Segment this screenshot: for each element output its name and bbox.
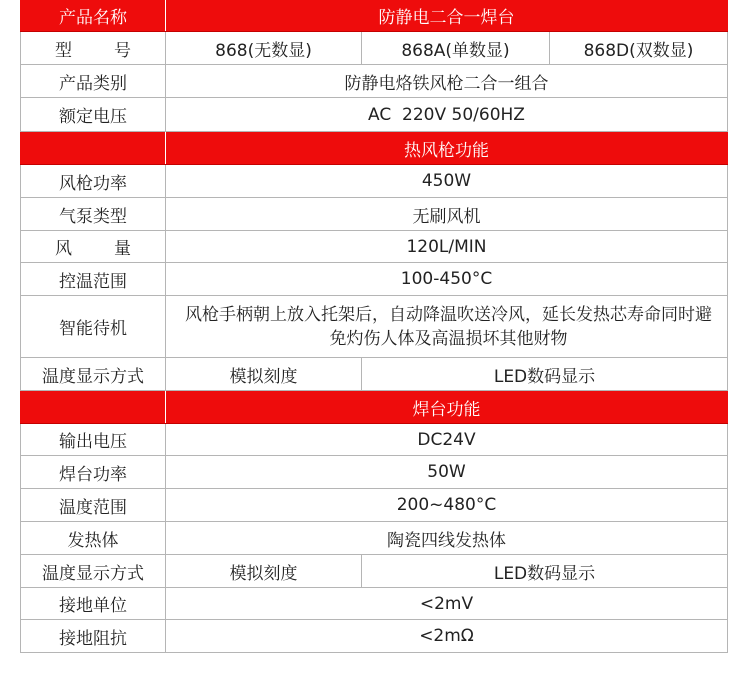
hot-air-display-digital: LED数码显示: [362, 358, 728, 390]
voltage-row: [20, 98, 728, 132]
ground-potential-label: 接地单位: [20, 588, 166, 619]
soldering-temp-range-row: [20, 489, 728, 522]
smart-standby-value: 风枪手柄朝上放入托架后，自动降温吹送冷风，延长发热芯寿命同时避免灼伤人体及高温损坏其他财物: [166, 296, 728, 357]
ground-potential-value: <2mV: [166, 588, 728, 619]
model-label-char-2: 号: [114, 40, 131, 61]
pump-type-label: 气泵类型: [20, 198, 166, 230]
soldering-display-row: [20, 555, 728, 588]
category-label: 产品类别: [20, 65, 166, 97]
hot-air-section-blank: [20, 132, 166, 164]
airflow-row: [20, 231, 728, 263]
model-row: [20, 32, 728, 65]
output-voltage-row: [20, 424, 728, 456]
model-label-text: [55, 36, 131, 61]
hot-air-display-label: 温度显示方式: [20, 358, 166, 390]
soldering-temp-range-value: 200~480°C: [166, 489, 728, 521]
ground-resistance-row: [20, 620, 728, 653]
soldering-section-title: 焊台功能: [166, 391, 728, 423]
hot-air-power-row: [20, 165, 728, 198]
voltage-value: AC 220V 50/60HZ: [166, 98, 728, 131]
model-label-char-1: 型: [55, 40, 72, 61]
category-row: [20, 65, 728, 98]
soldering-section-blank: [20, 391, 166, 423]
smart-standby-row: [20, 296, 728, 358]
product-name-label: 产品名称: [20, 0, 166, 31]
hot-air-temp-range-row: [20, 263, 728, 296]
airflow-label-char-2: 量: [114, 239, 131, 259]
voltage-label: 额定电压: [20, 98, 166, 131]
output-voltage-value: DC24V: [166, 424, 728, 455]
hot-air-display-analog: 模拟刻度: [166, 358, 362, 390]
soldering-section-header: [20, 391, 728, 424]
soldering-display-analog: 模拟刻度: [166, 555, 362, 587]
heater-value: 陶瓷四线发热体: [166, 522, 728, 554]
header-row: [20, 0, 728, 32]
soldering-display-digital: LED数码显示: [362, 555, 728, 587]
soldering-power-value: 50W: [166, 456, 728, 488]
ground-resistance-value: <2mΩ: [166, 620, 728, 652]
smart-standby-label: 智能待机: [20, 296, 166, 357]
airflow-label: [20, 231, 166, 262]
category-value: 防静电烙铁风枪二合一组合: [166, 65, 728, 97]
hot-air-section-header: [20, 132, 728, 165]
output-voltage-label: 输出电压: [20, 424, 166, 455]
model-option-868a: 868A(单数显): [362, 32, 550, 64]
soldering-power-label: 焊台功率: [20, 456, 166, 488]
soldering-power-row: [20, 456, 728, 489]
hot-air-temp-range-value: 100-450°C: [166, 263, 728, 295]
hot-air-power-value: 450W: [166, 165, 728, 197]
model-option-868: 868(无数显): [166, 32, 362, 64]
airflow-value: 120L/MIN: [166, 231, 728, 262]
soldering-temp-range-label: 温度范围: [20, 489, 166, 521]
airflow-label-text: [55, 234, 131, 259]
hot-air-display-row: [20, 358, 728, 391]
soldering-display-label: 温度显示方式: [20, 555, 166, 587]
pump-type-row: [20, 198, 728, 231]
hot-air-power-label: 风枪功率: [20, 165, 166, 197]
heater-label: 发热体: [20, 522, 166, 554]
heater-row: [20, 522, 728, 555]
ground-resistance-label: 接地阻抗: [20, 620, 166, 652]
spec-table: [20, 0, 728, 653]
hot-air-section-title: 热风枪功能: [166, 132, 728, 164]
pump-type-value: 无刷风机: [166, 198, 728, 230]
product-name-value: 防静电二合一焊台: [166, 0, 728, 31]
airflow-label-char-1: 风: [55, 239, 72, 259]
model-label: [20, 32, 166, 64]
ground-potential-row: [20, 588, 728, 620]
hot-air-temp-range-label: 控温范围: [20, 263, 166, 295]
model-option-868d: 868D(双数显): [550, 32, 728, 64]
